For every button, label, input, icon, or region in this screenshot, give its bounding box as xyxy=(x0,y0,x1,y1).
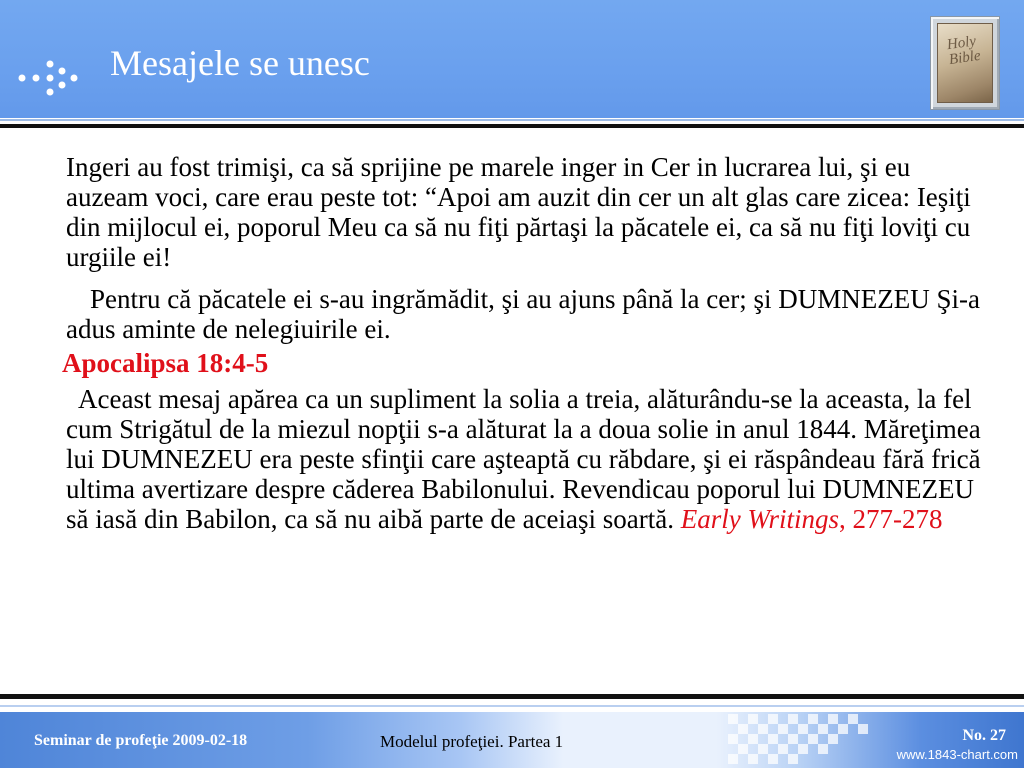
paragraph-3-text: Aceast mesaj apărea ca un supliment la solia a treia, alăturându-se la aceasta, la fel cum Strigătul de la miezul nopţii s-a alăturat la a doua solie in anul 1844. Măreţimea lui DUMNEZEU era peste sfinţii care aşteaptă cu răbdare, şi ei răspândeau fără frică ultima avertizare despre căderea Babilonului. Revendicau poporul lui DUMNEZEU să iasă din Babilon, ca să nu aibă parte de aceiaşi soartă. xyxy=(66,384,981,534)
footer-seminar: Seminar de profeţie 2009-02-18 xyxy=(34,732,248,749)
footer-divider-thin xyxy=(0,705,1024,707)
slide-header xyxy=(0,0,1024,118)
header-divider-thick xyxy=(0,124,1024,128)
paragraph-3 xyxy=(66,384,996,534)
footer-url: www.1843-chart.com xyxy=(896,747,1018,762)
source-title: Early Writings xyxy=(680,504,840,534)
slide-body xyxy=(62,152,996,534)
dots-decoration-icon xyxy=(12,50,82,106)
bible-image xyxy=(937,23,993,103)
footer-title: Modelul profeţiei. Partea 1 xyxy=(380,732,564,751)
checker-pattern-icon xyxy=(728,714,878,766)
slide-number: No. 27 xyxy=(962,727,1006,744)
header-divider-thin xyxy=(0,119,1024,121)
holy-bible-icon xyxy=(930,16,1000,110)
footer-divider-thick xyxy=(0,694,1024,699)
slide-footer xyxy=(0,712,1024,768)
paragraph-2: Pentru că păcatele ei s-au ingrămădit, şi au ajuns până la cer; şi DUMNEZEU Şi-a adus aminte de nelegiuirile ei. xyxy=(66,284,980,344)
slide-title: Mesajele se unesc xyxy=(110,43,370,83)
source-pages: , 277-278 xyxy=(839,504,943,534)
bible-image-text: Holy Bible xyxy=(945,33,982,69)
paragraph-1: Ingeri au fost trimişi, ca să sprijine pe marele inger in Cer in lucrarea lui, şi eu auzeam voci, care erau peste tot: “Apoi am auzit din cer un alt glas care zicea: Ieşiţi din mijlocul ei, poporul Meu ca să nu fiţi părtaşi la păcatele ei, ca să nu fiţi loviţi cu urgiile ei! xyxy=(66,152,971,272)
scripture-reference: Apocalipsa 18:4-5 xyxy=(62,348,269,378)
